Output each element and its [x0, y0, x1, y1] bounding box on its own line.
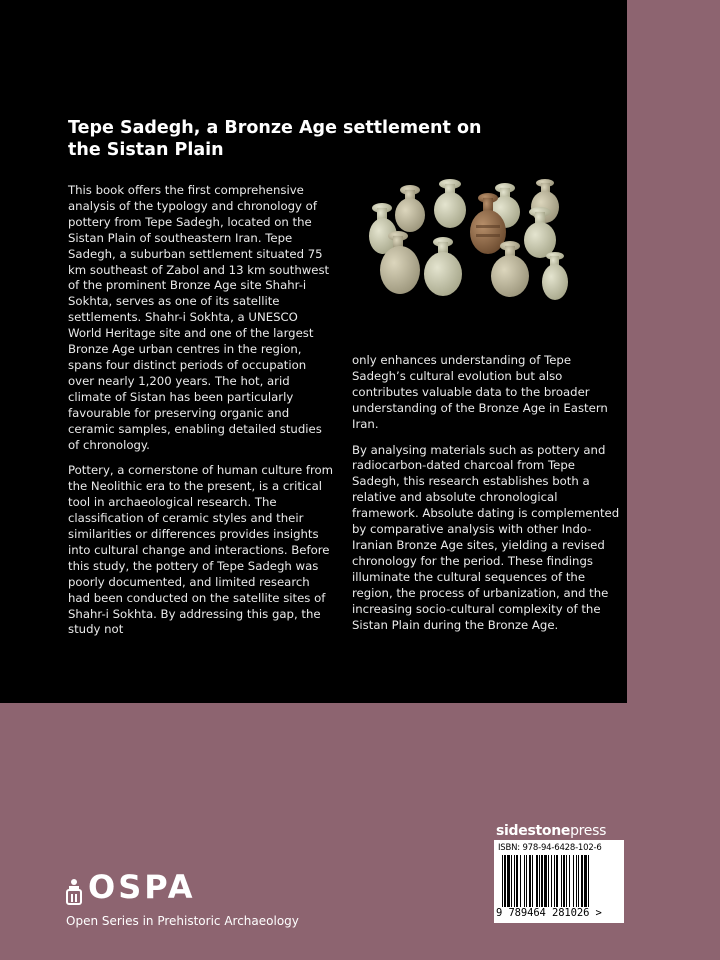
vessel: [424, 237, 462, 296]
barcode-bar: [554, 855, 555, 907]
publisher-name-light: press: [570, 823, 607, 839]
barcode-bar: [581, 855, 583, 907]
barcode-bar: [504, 855, 506, 907]
isbn-digits: 9 789464 281026 >: [496, 907, 602, 919]
barcode-bar: [539, 855, 540, 907]
barcode-bar: [520, 855, 521, 907]
vessel: [434, 179, 466, 228]
text-column-right: [352, 353, 620, 643]
barcode-bar: [511, 855, 512, 907]
barcode-bar: [566, 855, 567, 907]
series-name: OSPA: [88, 868, 196, 906]
barcode-bar: [526, 855, 527, 907]
barcode-bar: [548, 855, 549, 907]
barcode-bar: [541, 855, 543, 907]
barcode-bar: [544, 855, 547, 907]
text-column-left: [68, 183, 334, 648]
paragraph: Pottery, a cornerstone of human culture from the Neolithic era to the present, is a critical tool in archaeological research. The classification of ceramic styles and their similarities or differences provides insights into cultural change and interactions. Before this study, the pottery of Tepe Sadegh was poorly documented, and limited research had been conducted on the satellite sites of Shahr-i Sokhta. By addressing this gap, the study not: [68, 463, 334, 637]
barcode-bar: [573, 855, 574, 907]
paragraph: only enhances understanding of Tepe Sadegh’s cultural evolution but also contributes valuable data to the broader understanding of the Bronze Age in Eastern Iran.: [352, 353, 608, 431]
barcode-bar: [502, 855, 503, 907]
series-subtitle: Open Series in Prehistoric Archaeology: [66, 914, 299, 928]
isbn-barcode: [494, 840, 624, 923]
barcode-bar: [588, 855, 589, 907]
barcode-bar: [524, 855, 525, 907]
vessel: [542, 252, 568, 300]
barcode-bar: [578, 855, 579, 907]
barcode-bar: [516, 855, 518, 907]
book-title: Tepe Sadegh, a Bronze Age settlement on the Sistan Plain: [68, 118, 482, 160]
barcode-bar: [556, 855, 558, 907]
barcode-bar: [529, 855, 531, 907]
isbn-label: ISBN: 978-94-6428-102-6: [498, 843, 602, 853]
barcode-bar: [551, 855, 552, 907]
barcode-bar: [536, 855, 538, 907]
barcode-bar: [569, 855, 570, 907]
barcode-bar: [532, 855, 533, 907]
barcode-bar: [584, 855, 587, 907]
barcode-bar: [561, 855, 562, 907]
pottery-photo: [360, 170, 570, 310]
paragraph: By analysing materials such as pottery and radiocarbon-dated charcoal from Tepe Sadegh, this research establishes both a relative and absolute chronological framework. Absolute dating is complemented by comparative analysis with other Indo-Iranian Bronze Age sites, yielding a revised chronology for the period. These findings illuminate the cultural sequences of the region, the process of urbanization, and the increasing socio-cultural complexity of the Sistan Plain during the Bronze Age.: [352, 442, 620, 632]
vessel: [369, 203, 397, 254]
barcode-bar: [576, 855, 577, 907]
barcode-bar: [563, 855, 565, 907]
barcode-bar: [514, 855, 515, 907]
publisher-logo: [496, 823, 606, 839]
ospa-emblem-icon: [66, 878, 82, 906]
barcode-bar: [507, 855, 510, 907]
vessel: [395, 185, 425, 232]
barcode-bars: [502, 855, 617, 907]
publisher-name-bold: sidestone: [496, 823, 571, 839]
paragraph: This book offers the first comprehensive analysis of the typology and chronology of pottery from Tepe Sadegh, located on the Sistan Plain of southeastern Iran. Tepe Sadegh, a suburban settlement situated 75 km southeast of Zabol and 13 km southwest of the prominent Bronze Age site Shahr-i Sokhta, serves as one of its satellite settlements. Shahr-i Sokhta, a UNESCO World Heritage site and one of the largest Bronze Age urban centres in the region, spans four distinct periods of occupation over nearly 1,200 years. The hot, arid climate of Sistan has been particularly favourable for preserving organic and ceramic samples, enabling detailed studies of chronology.: [68, 183, 330, 452]
